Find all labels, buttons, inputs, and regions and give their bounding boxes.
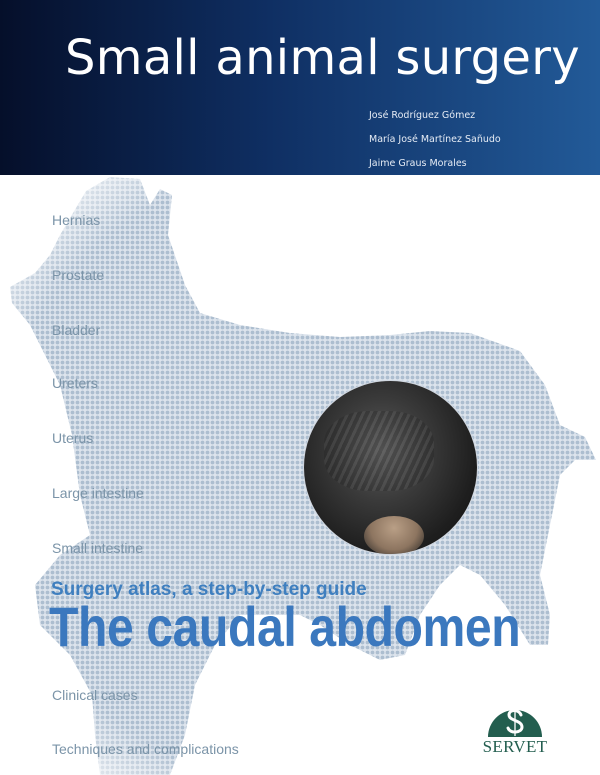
schnauzer-silhouette-image: [0, 175, 600, 775]
book-series-title: Small animal surgery: [65, 30, 580, 86]
topic-clinical-cases: Clinical cases: [52, 687, 138, 703]
book-subtitle: Surgery atlas, a step-by-step guide: [51, 579, 367, 600]
topic-prostate: Prostate: [52, 267, 105, 283]
topic-ureters: Ureters: [52, 375, 98, 391]
surgery-photo: [303, 380, 478, 555]
servet-logo: [470, 695, 560, 765]
author-name: Jaime Graus Morales: [369, 158, 467, 169]
topic-bladder: Bladder: [52, 322, 101, 338]
topic-small-intestine: Small intestine: [52, 540, 144, 556]
topic-large-intestine: Large intestine: [52, 485, 144, 501]
servet-s-emblem-icon: [470, 695, 560, 739]
cover-header: [0, 0, 600, 175]
author-name: María José Martínez Sañudo: [369, 134, 501, 145]
book-title: The caudal abdomen: [49, 595, 521, 658]
topic-techniques-complications: Techniques and complications: [52, 741, 239, 757]
author-list: [369, 104, 501, 176]
author-name: José Rodríguez Gómez: [369, 110, 476, 121]
topic-hernias: Hernias: [52, 212, 101, 228]
topic-uterus: Uterus: [52, 430, 94, 446]
publisher-name: SERVET: [482, 737, 548, 756]
cover-body: [0, 175, 600, 775]
